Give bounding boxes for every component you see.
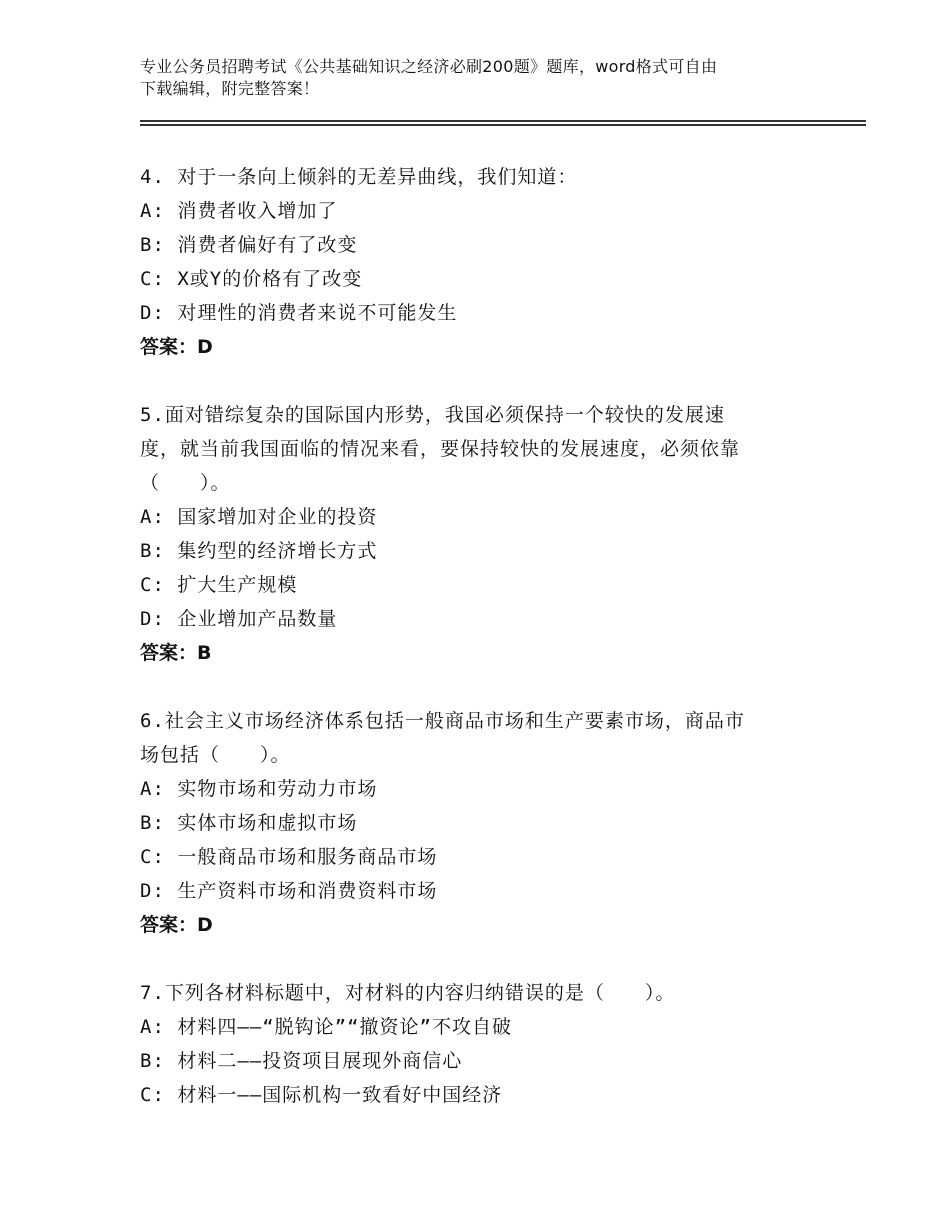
document-header (140, 56, 820, 100)
option-a: A: 消费者收入增加了 (140, 200, 338, 222)
answer-label: 答案：D (140, 336, 213, 358)
answer-label: 答案：B (140, 642, 212, 664)
option-b: B: 集约型的经济增长方式 (140, 540, 378, 562)
question-stem: 7.下列各材料标题中，对材料的内容归纳错误的是（ ）。 (140, 982, 676, 1004)
option-c: C: 扩大生产规模 (140, 574, 298, 596)
header-divider-bottom (140, 124, 866, 126)
option-a: A: 材料四——“脱钩论”“撤资论”不攻自破 (140, 1016, 512, 1038)
question-stem: 4. 对于一条向上倾斜的无差异曲线，我们知道： (140, 166, 578, 188)
question-list (140, 160, 820, 1146)
question-stem: 5.面对错综复杂的国际国内形势，我国必须保持一个较快的发展速 (140, 404, 725, 426)
option-d: D: 对理性的消费者来说不可能发生 (140, 302, 458, 324)
option-c: C: 材料一——国际机构一致看好中国经济 (140, 1084, 503, 1106)
question-stem: 6.社会主义市场经济体系包括一般商品市场和生产要素市场，商品市 (140, 710, 745, 732)
header-divider-top (140, 120, 866, 122)
question-7 (140, 976, 820, 1112)
option-d: D: 生产资料市场和消费资料市场 (140, 880, 438, 902)
question-stem: 场包括（ ）。 (140, 744, 291, 766)
option-a: A: 国家增加对企业的投资 (140, 506, 378, 528)
option-b: B: 消费者偏好有了改变 (140, 234, 358, 256)
question-6 (140, 704, 820, 942)
question-stem: 度，就当前我国面临的情况来看，要保持较快的发展速度，必须依靠 (140, 438, 741, 460)
option-b: B: 实体市场和虚拟市场 (140, 812, 358, 834)
question-5 (140, 398, 820, 670)
header-line-1: 专业公务员招聘考试《公共基础知识之经济必刷200题》题库，word格式可自由 (140, 57, 718, 76)
option-a: A: 实物市场和劳动力市场 (140, 778, 378, 800)
question-stem: （ ）。 (140, 472, 231, 494)
header-line-2: 下载编辑，附完整答案！ (140, 79, 320, 98)
option-d: D: 企业增加产品数量 (140, 608, 338, 630)
answer-label: 答案：D (140, 914, 213, 936)
option-c: C: X或Y的价格有了改变 (140, 268, 363, 290)
option-c: C: 一般商品市场和服务商品市场 (140, 846, 438, 868)
option-b: B: 材料二——投资项目展现外商信心 (140, 1050, 463, 1072)
question-4 (140, 160, 820, 364)
